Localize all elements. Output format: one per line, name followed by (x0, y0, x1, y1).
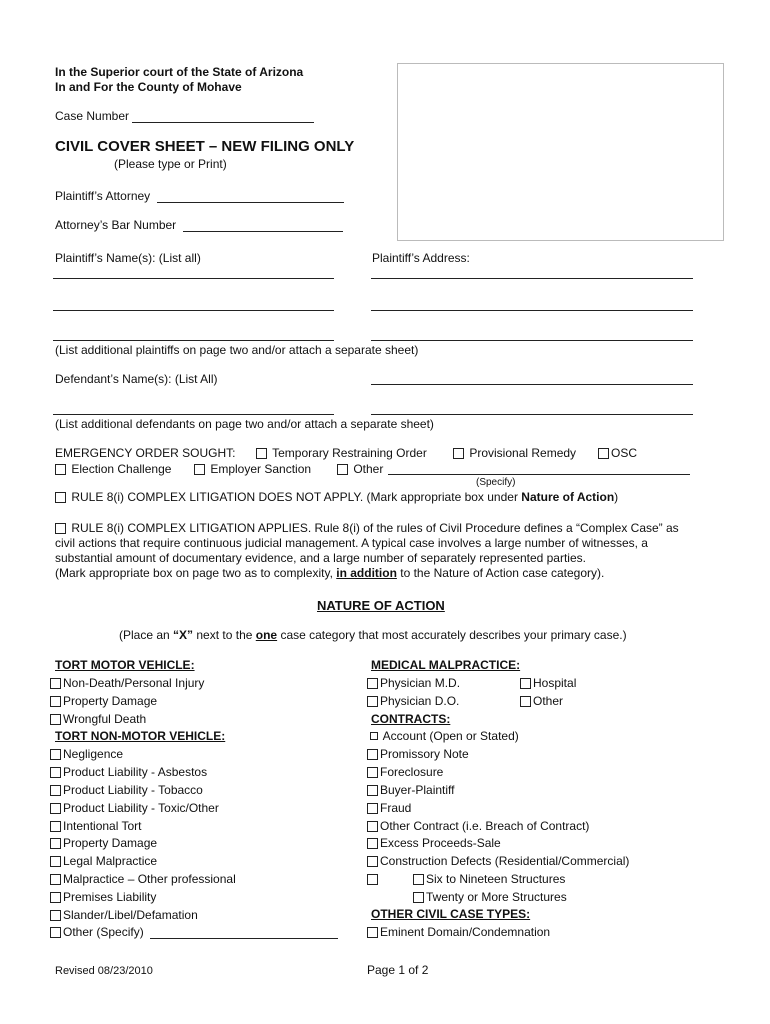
med-malpractice-heading: MEDICAL MALPRACTICE: (371, 658, 521, 672)
court-line-2: In and For the County of Mohave (55, 80, 242, 94)
plaintiff-address-label: Plaintiff’s Address: (372, 251, 470, 265)
list-item[interactable] (50, 819, 142, 833)
item-label: Non-Death/Personal Injury (63, 676, 205, 690)
item-label: Slander/Libel/Defamation (63, 908, 198, 922)
item-label: Negligence (63, 747, 124, 761)
checkbox[interactable] (520, 696, 531, 707)
nature-instructions (119, 628, 627, 642)
election-challenge-option[interactable] (55, 462, 171, 476)
defendant-note: (List additional defendants on page two and/or attach a separate sheet) (55, 417, 434, 431)
item-label: Other Contract (i.e. Breach of Contract) (380, 819, 590, 833)
provisional-remedy-checkbox[interactable] (453, 448, 464, 459)
other-specify-field[interactable] (150, 938, 338, 939)
checkbox[interactable] (50, 714, 61, 725)
item-label: Eminent Domain/Condemnation (380, 925, 551, 939)
rule8-not-apply-end: ) (614, 490, 619, 504)
emergency-order-row (55, 446, 235, 460)
plaintiff-address-field-3[interactable] (371, 340, 693, 341)
bar-number-field[interactable] (183, 231, 343, 232)
checkbox[interactable] (50, 892, 61, 903)
list-item[interactable] (50, 908, 198, 922)
page-number: Page 1 of 2 (367, 963, 429, 977)
tort-non-motor-heading: TORT NON-MOTOR VEHICLE: (55, 729, 226, 743)
plaintiff-name-field-2[interactable] (53, 310, 334, 311)
item-label: Construction Defects (Residential/Commercial) (380, 854, 630, 868)
rule8-applies-line-3: substantial amount of documentary evidence, and a large number of separately represented parties. (55, 551, 586, 565)
item-label: Fraud (380, 801, 412, 815)
checkbox[interactable] (50, 856, 61, 867)
emergency-other-label: Other (353, 462, 384, 476)
defendant-names-label: Defendant’s Name(s): (List All) (55, 372, 218, 386)
rule8-not-apply-checkbox[interactable] (55, 492, 66, 503)
item-label: Product Liability - Tobacco (63, 783, 203, 797)
list-item[interactable] (370, 729, 519, 743)
item-label: Premises Liability (63, 890, 157, 904)
other-civil-heading: OTHER CIVIL CASE TYPES: (371, 907, 531, 921)
tro-option[interactable] (256, 446, 427, 460)
list-item[interactable] (367, 836, 501, 850)
checkbox[interactable] (520, 678, 531, 689)
checkbox[interactable] (367, 678, 378, 689)
list-item[interactable] (413, 890, 567, 904)
list-item[interactable] (367, 765, 443, 779)
contracts-heading: CONTRACTS: (371, 712, 451, 726)
nature-instr-x: “X” (173, 628, 194, 642)
defendant-name-field-3[interactable] (371, 414, 693, 415)
item-label: Legal Malpractice (63, 854, 158, 868)
list-item[interactable] (50, 890, 156, 904)
list-item[interactable] (520, 694, 563, 708)
list-item[interactable] (367, 925, 550, 939)
emergency-other-field[interactable] (388, 474, 690, 475)
rule8-applies-checkbox[interactable] (55, 523, 66, 534)
item-label: Property Damage (63, 836, 158, 850)
list-item[interactable] (50, 801, 219, 815)
list-item[interactable] (413, 872, 565, 886)
list-item[interactable] (50, 747, 123, 761)
nature-instr-end: case category that most accurately describes your primary case.) (277, 628, 627, 642)
emergency-label: EMERGENCY ORDER SOUGHT: (55, 446, 236, 460)
checkbox[interactable] (50, 838, 61, 849)
item-label: Product Liability - Toxic/Other (63, 801, 219, 815)
employer-sanction-checkbox[interactable] (194, 464, 205, 475)
checkbox[interactable] (367, 749, 378, 760)
item-label: Physician M.D. (380, 676, 461, 690)
provisional-remedy-label: Provisional Remedy (469, 446, 577, 460)
checkbox[interactable] (413, 874, 424, 885)
checkbox[interactable] (50, 749, 61, 760)
item-label: Foreclosure (380, 765, 444, 779)
item-label: Wrongful Death (63, 712, 147, 726)
list-item[interactable] (367, 676, 460, 690)
osc-option[interactable] (598, 446, 637, 460)
checkbox[interactable] (50, 785, 61, 796)
defendant-name-field-1[interactable] (371, 384, 693, 385)
osc-label: OSC (611, 446, 638, 460)
list-item[interactable] (50, 676, 204, 690)
checkbox[interactable] (367, 874, 378, 885)
list-item[interactable] (50, 694, 157, 708)
rule8-not-apply-bold: Nature of Action (521, 490, 615, 504)
nature-heading: NATURE OF ACTION (317, 598, 445, 613)
plaintiff-names-label: Plaintiff’s Name(s): (List all) (55, 251, 201, 265)
item-label: Other (Specify) (63, 925, 144, 939)
list-item[interactable] (50, 925, 144, 939)
checkbox[interactable] (50, 874, 61, 885)
rule8-not-apply-text: RULE 8(i) COMPLEX LITIGATION DOES NOT APPLY. (Mark appropriate box under (71, 490, 522, 504)
list-item[interactable] (520, 676, 576, 690)
checkbox[interactable] (50, 910, 61, 921)
defendant-name-field-2[interactable] (53, 414, 334, 415)
list-item[interactable] (367, 854, 629, 868)
list-item[interactable] (50, 836, 157, 850)
revised-date: Revised 08/23/2010 (55, 965, 153, 977)
provisional-remedy-option[interactable] (453, 446, 576, 460)
tro-checkbox[interactable] (256, 448, 267, 459)
list-item[interactable] (50, 783, 203, 797)
plaintiff-note: (List additional plaintiffs on page two and/or attach a separate sheet) (55, 343, 419, 357)
plaintiff-name-field-1[interactable] (53, 278, 334, 279)
employer-sanction-label: Employer Sanction (210, 462, 312, 476)
list-item[interactable] (367, 819, 589, 833)
list-item[interactable] (367, 801, 411, 815)
item-label: Physician D.O. (380, 694, 460, 708)
checkbox[interactable] (367, 856, 378, 867)
tort-motor-heading: TORT MOTOR VEHICLE: (55, 658, 195, 672)
plaintiff-name-field-3[interactable] (53, 340, 334, 341)
checkbox[interactable] (413, 892, 424, 903)
checkbox[interactable] (367, 696, 378, 707)
case-number-label: Case Number (55, 109, 130, 123)
list-item[interactable] (50, 872, 236, 886)
item-label: Hospital (533, 676, 577, 690)
nature-instr-one: one (255, 628, 278, 642)
checkbox[interactable] (367, 767, 378, 778)
nature-instr-mid: next to the (193, 628, 256, 642)
list-item[interactable] (367, 694, 459, 708)
plaintiffs-attorney-field[interactable] (157, 202, 344, 203)
checkbox[interactable] (367, 803, 378, 814)
checkbox[interactable] (50, 767, 61, 778)
emergency-other-checkbox[interactable] (337, 464, 348, 475)
checkbox[interactable] (50, 927, 61, 938)
list-item[interactable] (367, 747, 469, 761)
item-label: Buyer-Plaintiff (380, 783, 455, 797)
page-subtitle: (Please type or Print) (114, 157, 227, 171)
rule8-applies-option[interactable] (55, 521, 679, 535)
rule8-line4-end: to the Nature of Action case category). (396, 566, 605, 580)
construction-parent-checkbox-row[interactable] (367, 872, 380, 886)
checkbox[interactable] (367, 785, 378, 796)
rule8-applies-line-2: civil actions that require continuous judicial management. A typical case involves a large number of witnesses, a (55, 536, 648, 550)
item-label: Malpractice – Other professional (63, 872, 236, 886)
plaintiff-address-field-2[interactable] (371, 310, 693, 311)
rule8-applies-line-4 (55, 566, 604, 580)
item-label: Promissory Note (380, 747, 469, 761)
item-label: Excess Proceeds-Sale (380, 836, 501, 850)
tro-label: Temporary Restraining Order (272, 446, 427, 460)
election-challenge-label: Election Challenge (71, 462, 172, 476)
employer-sanction-option[interactable] (194, 462, 311, 476)
rule8-applies-line-1: RULE 8(i) COMPLEX LITIGATION APPLIES. Rule 8(i) of the rules of Civil Procedure defines a “Complex Case” as (71, 521, 679, 535)
emergency-other-option[interactable] (337, 462, 383, 476)
nature-instr-start: (Place an (119, 628, 174, 642)
checkbox[interactable] (50, 821, 61, 832)
rule8-line4-bold: in addition (336, 566, 397, 580)
plaintiffs-attorney-label: Plaintiff’s Attorney (55, 189, 151, 203)
list-item[interactable] (367, 783, 454, 797)
checkbox[interactable] (367, 927, 378, 938)
item-label: Property Damage (63, 694, 158, 708)
item-label: Twenty or More Structures (426, 890, 567, 904)
plaintiff-address-field-1[interactable] (371, 278, 693, 279)
list-item[interactable] (50, 854, 157, 868)
specify-caption: (Specify) (476, 477, 516, 488)
clerk-stamp-box (397, 63, 724, 241)
list-item[interactable] (50, 765, 207, 779)
page-title: CIVIL COVER SHEET – NEW FILING ONLY (55, 138, 355, 155)
checkbox[interactable] (370, 732, 378, 740)
rule8-line4-start: (Mark appropriate box on page two as to complexity, (55, 566, 337, 580)
item-label: Other (533, 694, 564, 708)
election-challenge-checkbox[interactable] (55, 464, 66, 475)
rule8-not-apply-option[interactable] (55, 490, 618, 504)
checkbox[interactable] (50, 696, 61, 707)
checkbox[interactable] (367, 821, 378, 832)
checkbox[interactable] (50, 678, 61, 689)
item-label: Six to Nineteen Structures (426, 872, 566, 886)
list-item[interactable] (50, 712, 146, 726)
case-number-field[interactable] (132, 122, 314, 123)
item-label: Product Liability - Asbestos (63, 765, 208, 779)
bar-number-label: Attorney’s Bar Number (55, 218, 177, 232)
checkbox[interactable] (367, 838, 378, 849)
court-line-1: In the Superior court of the State of Arizona (55, 65, 304, 79)
checkbox[interactable] (50, 803, 61, 814)
item-label: Account (Open or Stated) (382, 729, 519, 743)
item-label: Intentional Tort (63, 819, 142, 833)
osc-checkbox[interactable] (598, 448, 609, 459)
